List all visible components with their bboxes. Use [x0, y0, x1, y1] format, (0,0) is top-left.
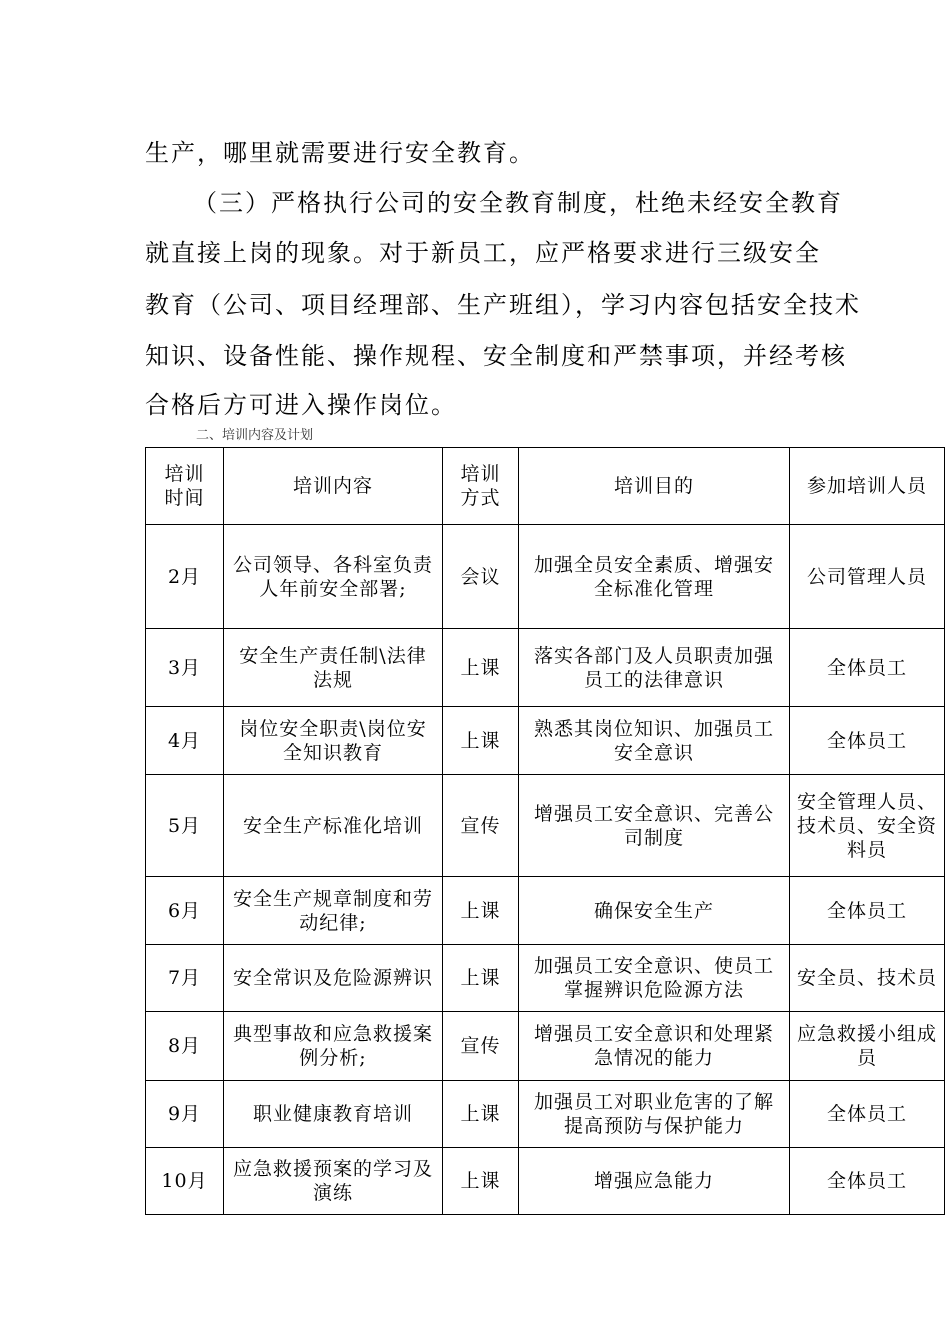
cell-attendees: 全体员工	[790, 1081, 945, 1148]
cell-attendees: 应急救援小组成员	[790, 1012, 945, 1081]
body-line: 生产，哪里就需要进行安全教育。	[145, 139, 535, 167]
cell-method: 宣传	[443, 1012, 519, 1081]
cell-time: 5月	[146, 775, 224, 877]
cell-purpose: 增强应急能力	[519, 1148, 790, 1215]
cell-attendees: 安全员、技术员	[790, 945, 945, 1012]
cell-method: 上课	[443, 877, 519, 945]
cell-attendees: 全体员工	[790, 1148, 945, 1215]
cell-method: 会议	[443, 525, 519, 629]
header-time: 培训时间	[146, 448, 224, 525]
cell-time: 10月	[146, 1148, 224, 1215]
cell-time: 7月	[146, 945, 224, 1012]
cell-content: 岗位安全职责\岗位安全知识教育	[224, 707, 443, 775]
header-attendees: 参加培训人员	[790, 448, 945, 525]
body-line: 合格后方可进入操作岗位。	[145, 391, 457, 419]
cell-content: 职业健康教育培训	[224, 1081, 443, 1148]
body-line: 知识、设备性能、操作规程、安全制度和严禁事项，并经考核	[145, 342, 847, 370]
cell-content: 公司领导、各科室负责人年前安全部署;	[224, 525, 443, 629]
table-row	[146, 1012, 945, 1081]
cell-time: 4月	[146, 707, 224, 775]
table-row	[146, 1148, 945, 1215]
section-caption: 二、培训内容及计划	[196, 428, 314, 443]
cell-time: 6月	[146, 877, 224, 945]
cell-purpose: 加强员工安全意识、使员工掌握辨识危险源方法	[519, 945, 790, 1012]
cell-purpose: 增强员工安全意识和处理紧急情况的能力	[519, 1012, 790, 1081]
cell-time: 8月	[146, 1012, 224, 1081]
cell-time: 3月	[146, 629, 224, 707]
cell-content: 应急救援预案的学习及演练	[224, 1148, 443, 1215]
cell-method: 上课	[443, 1081, 519, 1148]
cell-attendees: 安全管理人员、技术员、安全资料员	[790, 775, 945, 877]
cell-attendees: 公司管理人员	[790, 525, 945, 629]
table-header-row	[146, 448, 945, 525]
training-plan-table	[145, 447, 945, 1215]
cell-content: 安全生产标准化培训	[224, 775, 443, 877]
cell-time: 9月	[146, 1081, 224, 1148]
cell-content: 安全生产责任制\法律法规	[224, 629, 443, 707]
cell-purpose: 熟悉其岗位知识、加强员工安全意识	[519, 707, 790, 775]
table-row	[146, 525, 945, 629]
cell-method: 上课	[443, 1148, 519, 1215]
cell-purpose: 加强全员安全素质、增强安全标准化管理	[519, 525, 790, 629]
cell-time: 2月	[146, 525, 224, 629]
body-line: 教育（公司、项目经理部、生产班组），学习内容包括安全技术	[145, 291, 861, 319]
table-row	[146, 629, 945, 707]
cell-content: 典型事故和应急救援案例分析;	[224, 1012, 443, 1081]
header-purpose: 培训目的	[519, 448, 790, 525]
body-line: （三）严格执行公司的安全教育制度，杜绝未经安全教育	[193, 189, 843, 217]
table-row	[146, 877, 945, 945]
cell-purpose: 落实各部门及人员职责加强员工的法律意识	[519, 629, 790, 707]
cell-method: 上课	[443, 707, 519, 775]
header-method: 培训方式	[443, 448, 519, 525]
cell-attendees: 全体员工	[790, 877, 945, 945]
table-row	[146, 707, 945, 775]
cell-content: 安全常识及危险源辨识	[224, 945, 443, 1012]
header-content: 培训内容	[224, 448, 443, 525]
cell-method: 上课	[443, 945, 519, 1012]
cell-purpose: 加强员工对职业危害的了解 提高预防与保护能力	[519, 1081, 790, 1148]
cell-purpose: 增强员工安全意识、完善公司制度	[519, 775, 790, 877]
cell-purpose: 确保安全生产	[519, 877, 790, 945]
cell-content: 安全生产规章制度和劳动纪律;	[224, 877, 443, 945]
cell-method: 上课	[443, 629, 519, 707]
table-row	[146, 1081, 945, 1148]
cell-method: 宣传	[443, 775, 519, 877]
cell-attendees: 全体员工	[790, 707, 945, 775]
table-row	[146, 945, 945, 1012]
cell-attendees: 全体员工	[790, 629, 945, 707]
table-row	[146, 775, 945, 877]
body-line: 就直接上岗的现象。对于新员工，应严格要求进行三级安全	[145, 239, 821, 267]
